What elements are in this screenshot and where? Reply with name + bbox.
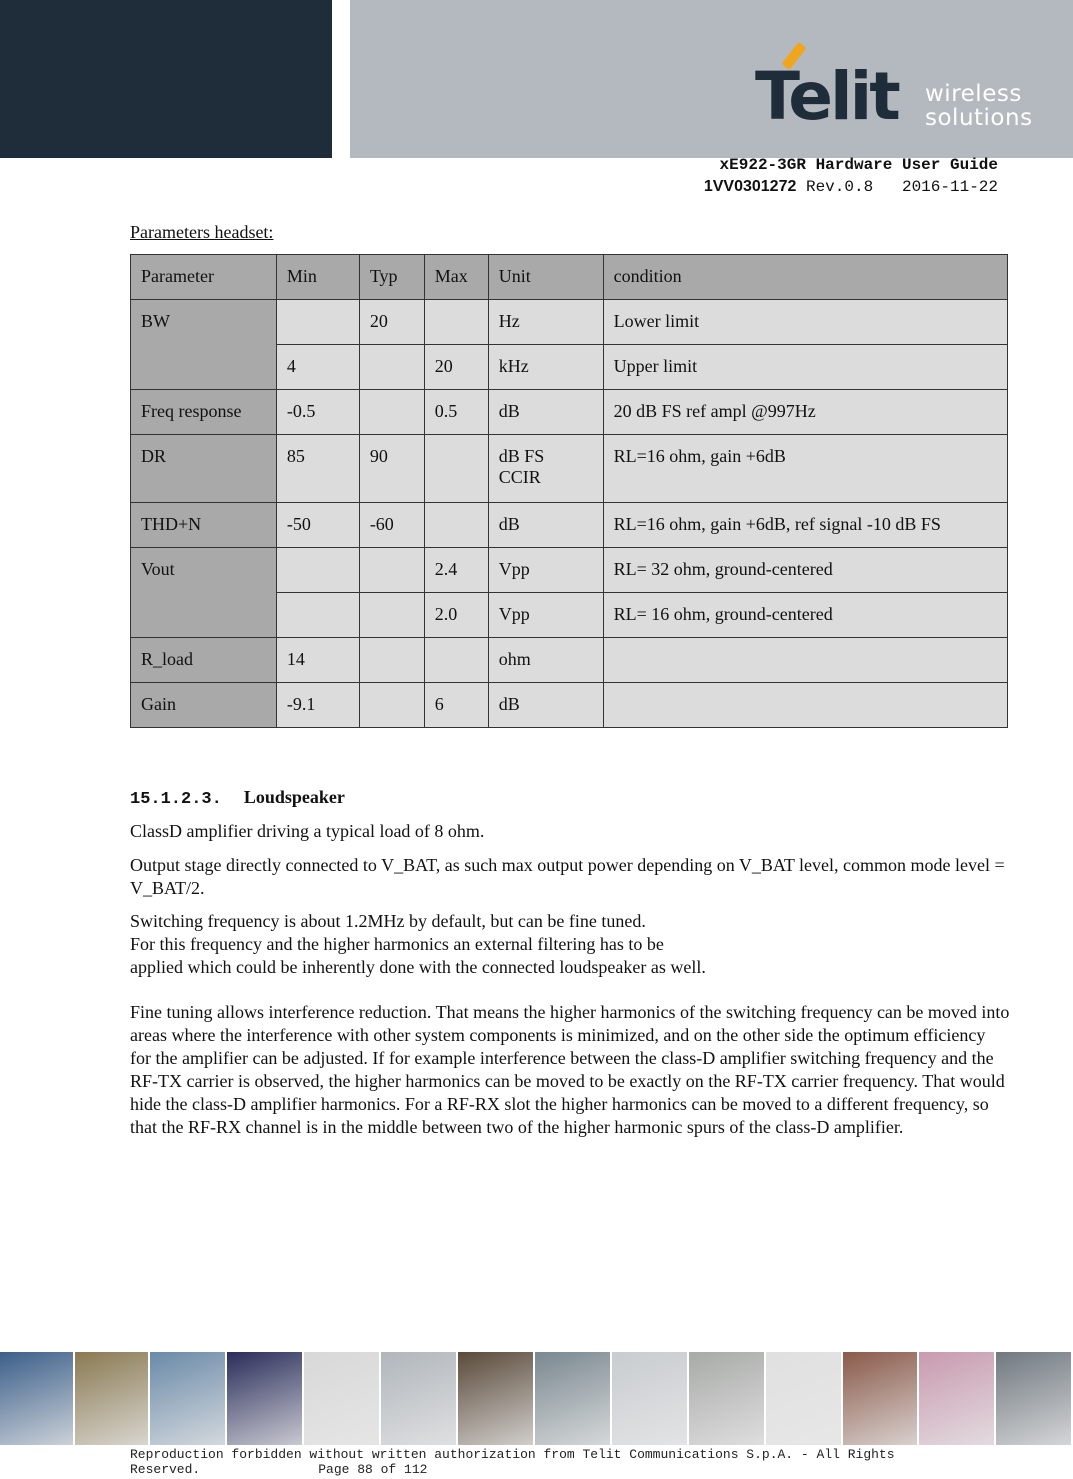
footer-photo-tile: [919, 1352, 996, 1445]
footer-photo-tile: [304, 1352, 382, 1445]
max-cell: 0.5: [424, 390, 488, 435]
header-dark-panel: [0, 0, 332, 158]
header-cell: condition: [603, 255, 1007, 300]
unit-cell: dB: [488, 390, 603, 435]
footer: [130, 1447, 895, 1477]
table-row: [131, 390, 1008, 435]
paragraph: ClassD amplifier driving a typical load of 8 ohm.: [130, 821, 485, 841]
footer-photo-tile: [0, 1352, 75, 1445]
header-cell: Min: [276, 255, 359, 300]
max-cell: 2.0: [424, 593, 488, 638]
header-gap: [332, 0, 350, 158]
typ-cell: [359, 390, 424, 435]
condition-cell: Lower limit: [603, 300, 1007, 345]
param-cell: DR: [131, 435, 277, 503]
typ-cell: [359, 548, 424, 593]
header-cell: Typ: [359, 255, 424, 300]
unit-cell: ohm: [488, 638, 603, 683]
param-cell: BW: [131, 300, 277, 390]
footer-photo-tile: [689, 1352, 766, 1445]
min-cell: -50: [276, 503, 359, 548]
header-cell: Max: [424, 255, 488, 300]
typ-cell: [359, 593, 424, 638]
footer-reserved: Reserved.: [130, 1462, 201, 1477]
min-cell: -0.5: [276, 390, 359, 435]
condition-cell: [603, 638, 1007, 683]
min-cell: [276, 300, 359, 345]
section-label: Parameters headset:: [130, 222, 274, 242]
max-cell: 2.4: [424, 548, 488, 593]
param-cell: THD+N: [131, 503, 277, 548]
footer-photo-tile: [996, 1352, 1073, 1445]
header-cell: Unit: [488, 255, 603, 300]
typ-cell: 90: [359, 435, 424, 503]
footer-photo-tile: [150, 1352, 227, 1445]
condition-cell: RL=16 ohm, gain +6dB, ref signal -10 dB FS: [603, 503, 1007, 548]
typ-cell: [359, 638, 424, 683]
footer-photo-tile: [458, 1352, 535, 1445]
footer-line2: [130, 1462, 895, 1477]
unit-cell: dB: [488, 683, 603, 728]
footer-photo-tile: [843, 1352, 920, 1445]
condition-cell: RL= 16 ohm, ground-centered: [603, 593, 1007, 638]
typ-cell: [359, 683, 424, 728]
max-cell: 6: [424, 683, 488, 728]
unit-cell: Vpp: [488, 548, 603, 593]
paragraph: Fine tuning allows interference reduction. That means the higher harmonics of the switching frequency can be moved into areas where the interference with other system components is minimized, and on the other side the optimum efficiency for the amplifier can be adjusted. If for example interference between the class-D amplifier switching frequency and the RF-TX carrier is observed, the higher harmonics can be moved to be exactly on the RF-TX carrier frequency. That would hide the class-D amplifier harmonics. For a RF-RX slot the higher harmonics can be moved to a different frequency, so that the RF-RX channel is in the middle between two of the higher harmonic spurs of the class-D amplifier.: [130, 1002, 1010, 1137]
footer-copyright: Reproduction forbidden without written authorization from Telit Communications S.p.A. - All Rights: [130, 1447, 895, 1462]
min-cell: 4: [276, 345, 359, 390]
footer-photo-tile: [766, 1352, 843, 1445]
table-row: [131, 683, 1008, 728]
subsection-title: Loudspeaker: [243, 787, 345, 807]
footer-photo-tile: [612, 1352, 689, 1445]
subsection-number: 15.1.2.3.: [130, 790, 222, 809]
footer-photo-tile: [227, 1352, 304, 1445]
min-cell: [276, 593, 359, 638]
condition-cell: RL= 32 ohm, ground-centered: [603, 548, 1007, 593]
min-cell: -9.1: [276, 683, 359, 728]
unit-cell: Hz: [488, 300, 603, 345]
paragraph: Output stage directly connected to V_BAT, as such max output power depending on V_BAT level, common mode level = V_BAT/2.: [130, 855, 1005, 898]
footer-photo-tile: [381, 1352, 458, 1445]
paragraph: applied which could be inherently done with the connected loudspeaker as well.: [130, 957, 706, 977]
document-revision: [704, 178, 998, 196]
table-header-row: [131, 255, 1008, 300]
paragraph: Switching frequency is about 1.2MHz by default, but can be fine tuned.: [130, 911, 646, 931]
table-row: [131, 300, 1008, 345]
max-cell: [424, 300, 488, 345]
param-cell: R_load: [131, 638, 277, 683]
unit-line1: dB FS: [498, 446, 545, 466]
unit-cell: [488, 435, 603, 503]
table-row: [131, 548, 1008, 593]
header-cell: Parameter: [131, 255, 277, 300]
footer-photo-tile: [75, 1352, 150, 1445]
logo-tagline-line1: wireless: [925, 81, 1022, 107]
typ-cell: 20: [359, 300, 424, 345]
unit-line2: CCIR: [498, 467, 541, 487]
logo-tagline-line2: solutions: [925, 105, 1033, 131]
condition-cell: Upper limit: [603, 345, 1007, 390]
param-cell: Vout: [131, 548, 277, 638]
unit-cell: Vpp: [488, 593, 603, 638]
max-cell: [424, 435, 488, 503]
max-cell: [424, 503, 488, 548]
table-row: [131, 503, 1008, 548]
typ-cell: [359, 345, 424, 390]
min-cell: 85: [276, 435, 359, 503]
table-row: [131, 435, 1008, 503]
logo-tagline: [925, 82, 1033, 130]
max-cell: [424, 638, 488, 683]
unit-cell: dB: [488, 503, 603, 548]
unit-cell: kHz: [488, 345, 603, 390]
max-cell: 20: [424, 345, 488, 390]
condition-cell: [603, 683, 1007, 728]
min-cell: 14: [276, 638, 359, 683]
condition-cell: RL=16 ohm, gain +6dB: [603, 435, 1007, 503]
paragraph: For this frequency and the higher harmonics an external filtering has to be: [130, 934, 664, 954]
document-title: xE922-3GR Hardware User Guide: [719, 156, 998, 174]
footer-image-strip: [0, 1352, 1073, 1445]
revision-date: Rev.0.8 2016-11-22: [796, 178, 998, 196]
telit-logo: [755, 42, 1045, 142]
logo-wordmark: Telit: [755, 58, 898, 135]
subsection-heading: [130, 787, 345, 809]
param-cell: Freq response: [131, 390, 277, 435]
parameters-table: [130, 254, 1008, 728]
param-cell: Gain: [131, 683, 277, 728]
page-number: Page 88 of 112: [318, 1462, 428, 1477]
table-row: [131, 638, 1008, 683]
document-id: 1VV0301272: [703, 178, 797, 195]
min-cell: [276, 548, 359, 593]
footer-photo-tile: [535, 1352, 612, 1445]
condition-cell: 20 dB FS ref ampl @997Hz: [603, 390, 1007, 435]
typ-cell: -60: [359, 503, 424, 548]
